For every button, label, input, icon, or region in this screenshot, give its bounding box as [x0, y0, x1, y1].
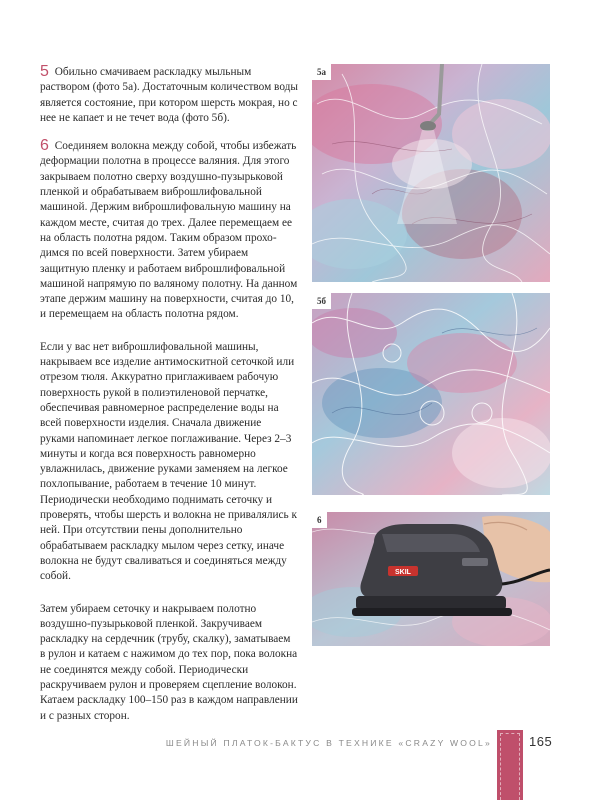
- step-text: Соединяем волокна между собой, чтобы избежать деформации полотна в процессе валяния. Для этого закрываем полотно сверху воздушно-пузырьковой пленкой и обрабатываем виброшлифовальной машиной. Держим виброшлифовальную машину на каждом месте, считая до трех. Далее перемещаем ее на область полотна рядом. Таким образом проходимся по всей поверхности. Затем убираем защитную пленку и работаем виброшлифовальной машиной напрямую по валяному полотну. На данном этапе держим машину на поверхности, считая до 10, и перемещаем на область полотна рядом.: [40, 140, 298, 321]
- step-6-paragraph: [40, 138, 298, 323]
- text-column: [40, 64, 298, 736]
- wet-wool-spray-image: [312, 64, 550, 282]
- photo-5b: [312, 293, 550, 495]
- photo-label: 5а: [312, 64, 331, 80]
- step-text: Обильно смачиваем раскладку мыльным раствором (фото 5а). Достаточным количеством воды является состояние, при котором шерсть мокрая, но с нее не капает и не течет вода (фото 5б).: [40, 66, 298, 124]
- photo-5a: [312, 64, 550, 282]
- step-number: 6: [40, 137, 49, 155]
- chapter-tab: [497, 730, 523, 800]
- photo-label: 5б: [312, 293, 331, 309]
- running-title: ШЕЙНЫЙ ПЛАТОК-БАКТУС В ТЕХНИКЕ «CRAZY WOOL»: [165, 738, 492, 748]
- photo-6: [312, 512, 550, 646]
- page-number: 165: [529, 734, 553, 749]
- alternative-method-paragraph: Если у вас нет виброшлифовальной машины, накрываем все изделие антимоскитной сеточкой или отрезом тюля. Аккуратно приглаживаем рабочую поверхность рукой в полиэтиленовой перчатке, обеспечивая равномерное распределение воды на всей поверхности изделия. Сначала движение руками напоминает легкое поглаживание. Через 2–3 минуты и когда вся поверхность равномерно увлажнилась, движение руками заменяем на легкое похлопывание, работаем в течение 10 минут. Периодически необходимо поднимать сеточку и проверять, чтобы шерсть и волокна не привалялись к ней. При отсутствии пены дополнительно обрабатываем раскладку мылом через сетку, иначе волокна не будут сваливаться и соединяться между собой.: [40, 340, 297, 583]
- sander-brand: SKIL: [395, 569, 411, 576]
- wet-wool-closeup-image: [312, 293, 550, 495]
- rolling-paragraph: Затем убираем сеточку и накрываем полотно воздушно-пузырьковой пленкой. Закручиваем раскладку на сердечник (трубу, скалку), заматываем в рулон и катаем с нажимом до тех пор, пока волокна не соединятся между собой. Периодически раскручиваем рулон и проверяем сцепление волокон. Катаем раскладку 100–150 раз в каждом направлении и с разных сторон.: [40, 602, 298, 722]
- sander-on-wool-image: [312, 512, 550, 646]
- page-footer: [0, 730, 610, 800]
- step-5-paragraph: [40, 64, 298, 126]
- photo-label: 6: [312, 512, 327, 528]
- step-number: 5: [40, 63, 49, 80]
